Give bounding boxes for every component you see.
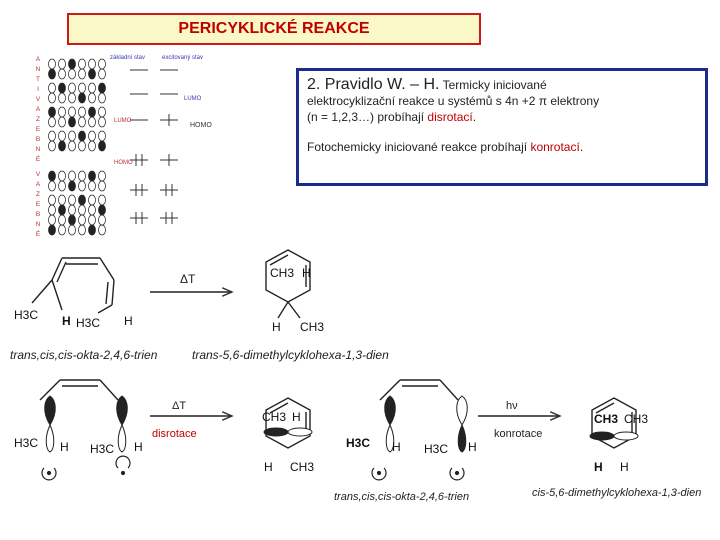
triene-1 (32, 258, 114, 313)
rule-heading: 2. Pravidlo W. – H. (307, 76, 440, 93)
reactant-name-1: trans,cis,cis-okta-2,4,6-trien (10, 348, 158, 362)
rule-line3-pre: (n = 1,2,3…) probíhají (307, 110, 428, 124)
r1-product-ch3-bottom: CH3 (300, 320, 325, 334)
homo-label-1: HOMO (190, 122, 212, 129)
antibonding-label: A N T I V A Z E B N É (35, 56, 41, 163)
r1-h3c-left: H3C (14, 308, 39, 322)
r1-h3c-mid: H3C (76, 316, 101, 330)
r2-h3c-mid: H3C (90, 442, 115, 456)
r2-product-ch3-bottom: CH3 (290, 460, 315, 474)
r3-h3c-left: H3C (346, 436, 371, 450)
r3-h3c-mid: H3C (424, 442, 449, 456)
conrotation-label: konrotace (494, 428, 543, 440)
reactant-name-2: trans,cis,cis-okta-2,4,6-trien (334, 491, 470, 503)
photo-rule-post: . (579, 140, 584, 154)
r3-product-h-a: H (594, 460, 603, 474)
r1-h-left: H (62, 314, 71, 328)
rotation-arrows (42, 456, 464, 480)
r1-h-right: H (124, 314, 133, 328)
cyclohexadiene-1 (266, 250, 310, 318)
rule-line3-post: . (472, 110, 477, 124)
lumo-label-2: LUMO (114, 118, 132, 124)
excited-state-label: excitovaný stav (162, 55, 204, 61)
r1-product-h-bottom: H (272, 320, 281, 334)
r2-h3c-left: H3C (14, 436, 39, 450)
homo-label-2: HOMO (114, 160, 133, 166)
r1-product-ch3-top: CH3 (270, 266, 295, 280)
disrotation-word: disrotací (427, 110, 473, 124)
r3-product-h-b: H (620, 460, 629, 474)
rule-line2: elektrocyklizační reakce u systémů s 4n +2 π elektrony (307, 94, 600, 108)
r1-product-h-top: H (302, 266, 311, 280)
conrotation-word: konrotací (530, 140, 580, 154)
product-name-2: cis-5,6-dimethylcyklohexa-1,3-dien (532, 487, 702, 499)
r3-h-right: H (468, 440, 477, 454)
reaction1-heat-label: ΔT (180, 272, 196, 286)
disrotation-label: disrotace (152, 428, 197, 440)
r2-h-left: H (60, 440, 69, 454)
r2-h-right: H (134, 440, 143, 454)
ground-state-label: základní stav (110, 55, 146, 61)
r2-product-h: H (292, 410, 301, 424)
r2-product-ch3: CH3 (262, 410, 287, 424)
lumo-label-1: LUMO (184, 96, 202, 102)
rule-line1-rest: Termicky iniciované (442, 78, 547, 92)
product-name-1: trans-5,6-dimethylcyklohexa-1,3-dien (192, 348, 389, 362)
page-title: PERICYKLICKÉ REAKCE (178, 20, 370, 37)
reaction3-light-label: hν (506, 400, 518, 412)
r3-h-left: H (392, 440, 401, 454)
bonding-label: V A Z E B N É (35, 171, 41, 238)
photo-rule-pre: Fotochemicky iniciované reakce probíhají (307, 140, 531, 154)
r3-product-ch3-a: CH3 (594, 412, 619, 426)
r3-product-ch3-b: CH3 (624, 412, 649, 426)
r2-product-h-bottom: H (264, 460, 273, 474)
reaction2-heat-label: ΔT (172, 400, 187, 412)
